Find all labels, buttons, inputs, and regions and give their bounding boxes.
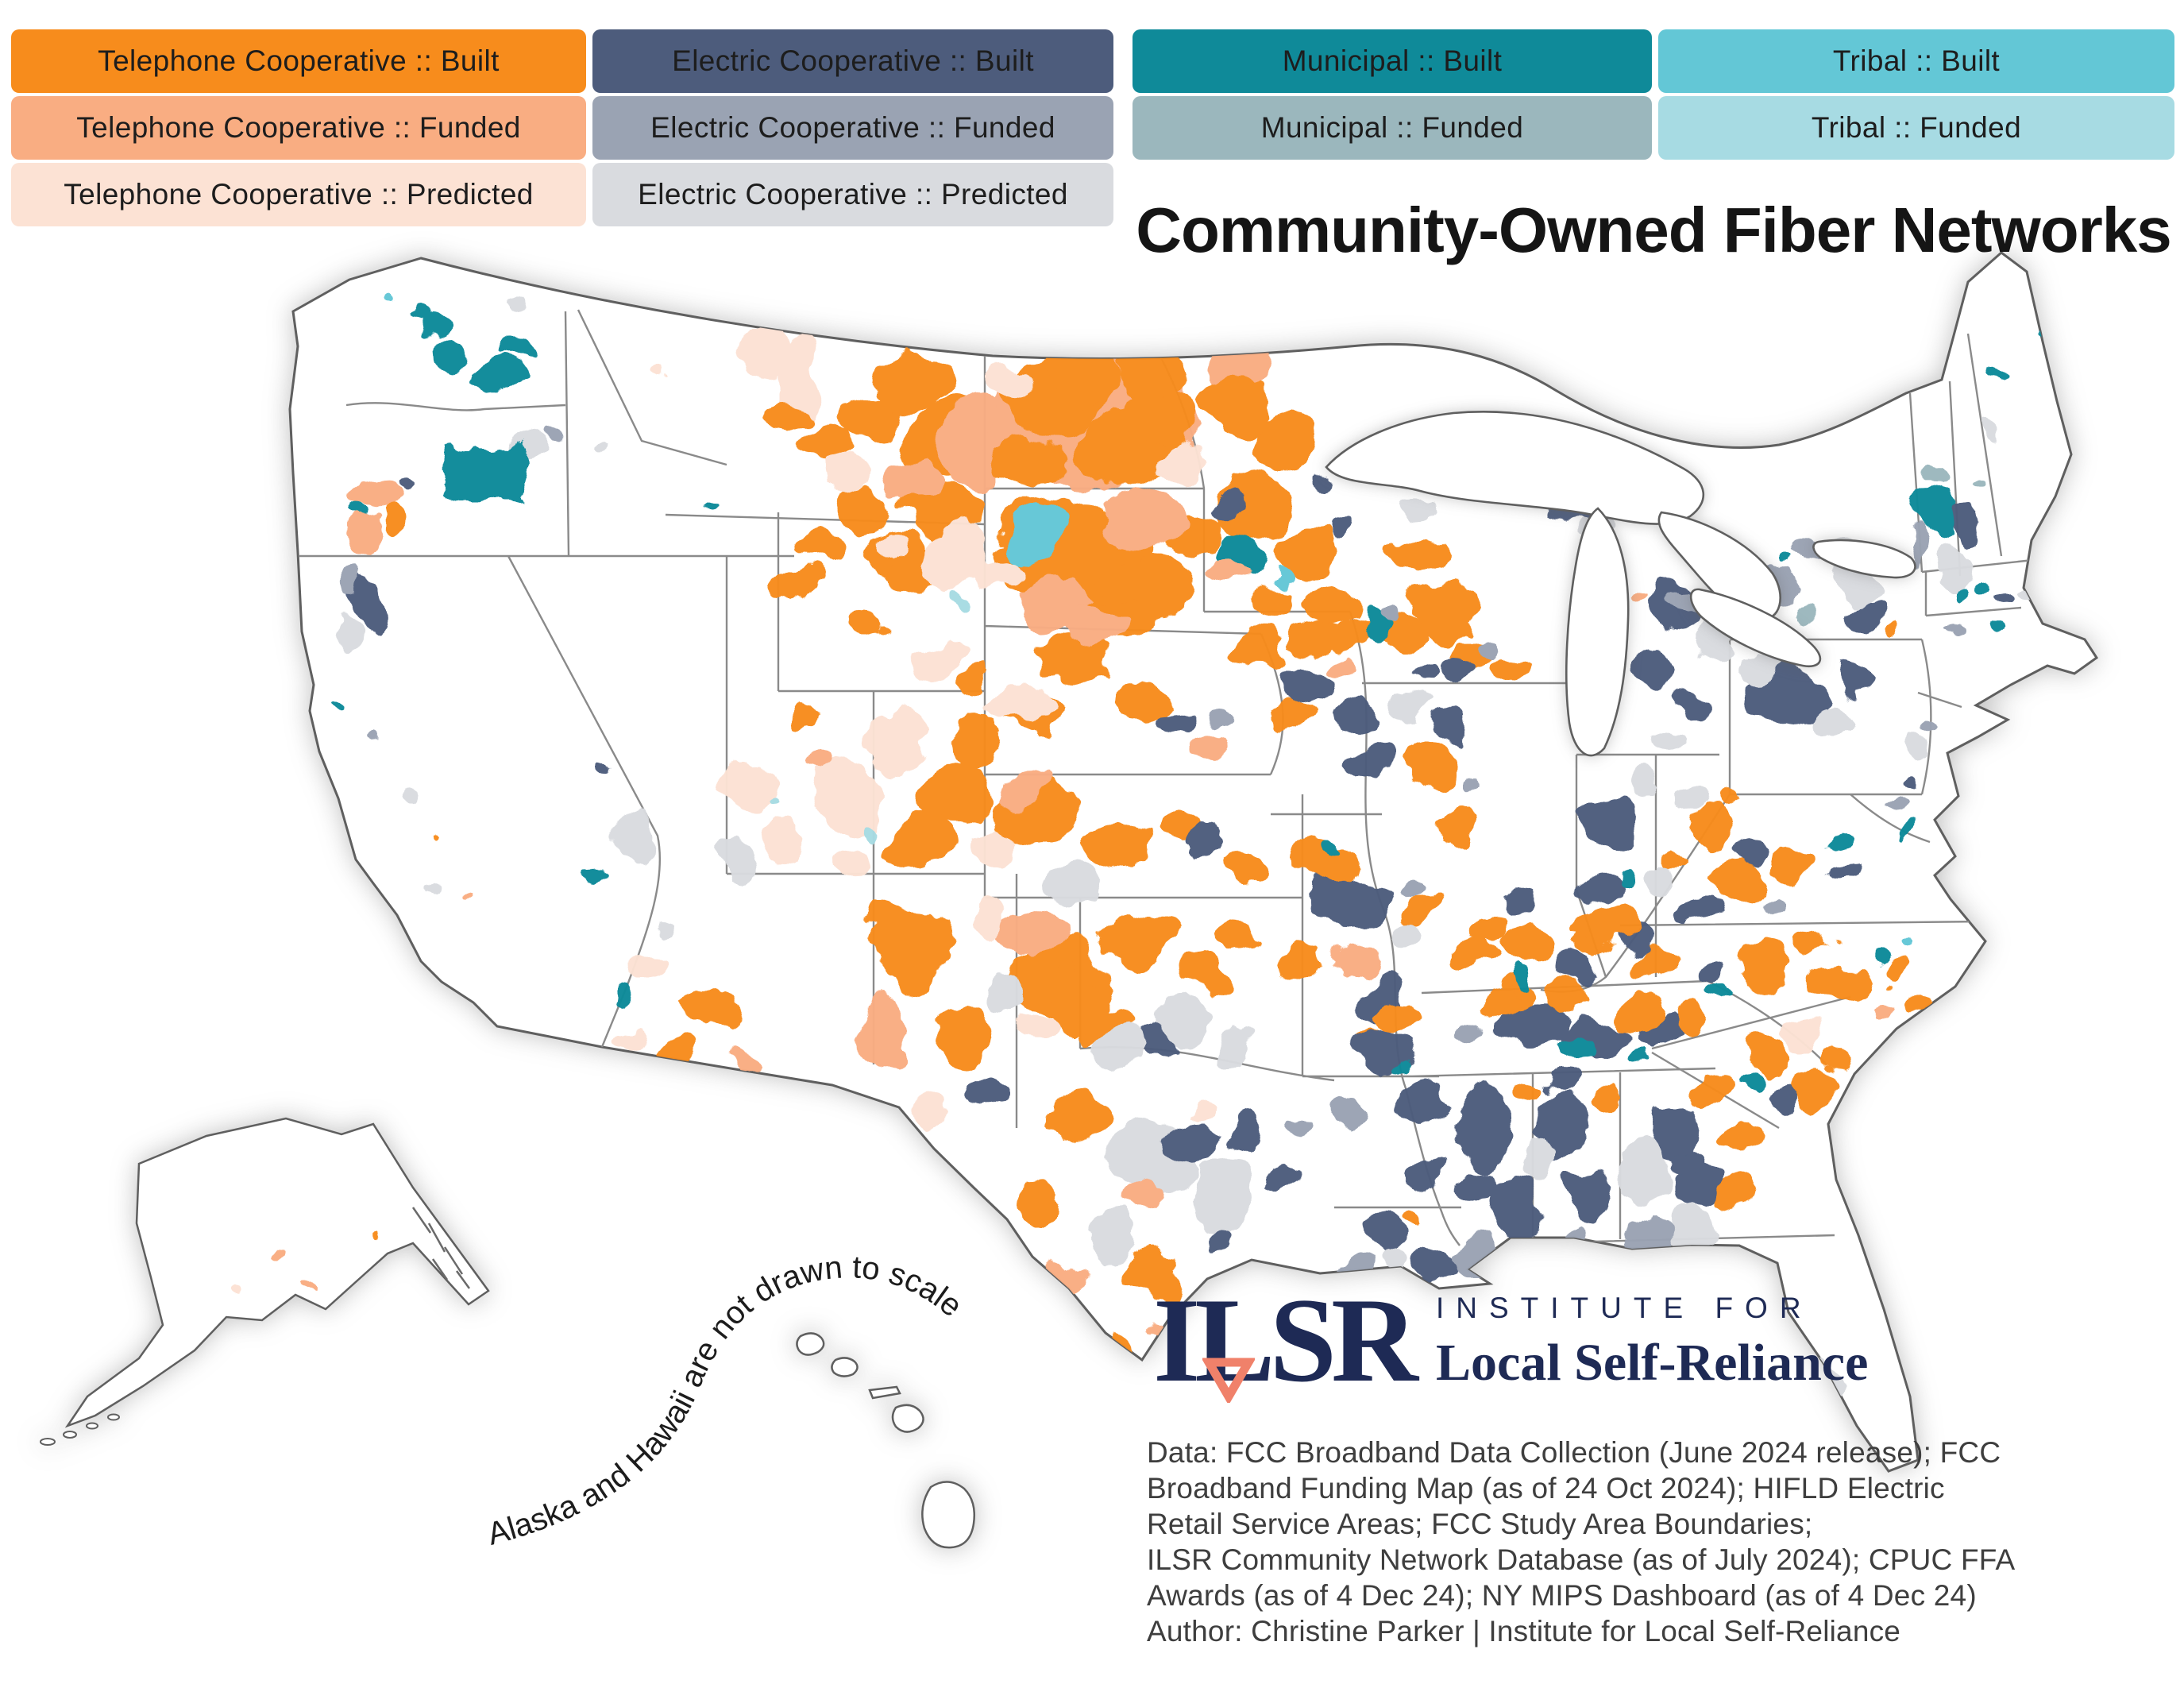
map-patch-eb xyxy=(1277,665,1328,701)
alaska-outline xyxy=(68,1118,488,1426)
map-patch-ep xyxy=(392,774,411,799)
map-patch-tb xyxy=(847,606,892,641)
map-patch-tp xyxy=(233,1283,244,1291)
map-patch-mb xyxy=(430,334,475,365)
map-patch-ep xyxy=(1910,728,1934,758)
map-patch-tb xyxy=(889,818,953,866)
attribution-line: Awards (as of 4 Dec 24); NY MIPS Dashboard (as of 4 Dec 24) xyxy=(1147,1579,1977,1612)
map-patch-eb xyxy=(1571,1175,1614,1224)
page-title: Community-Owned Fiber Networks xyxy=(1136,195,2171,265)
map-patch-ep xyxy=(422,877,436,886)
map-patch-ep xyxy=(1393,693,1431,721)
map-patch-ef xyxy=(1456,1238,1491,1273)
map-patch-tb xyxy=(1773,843,1816,873)
map-patch-eb xyxy=(746,1089,763,1103)
map-patch-mb xyxy=(508,350,532,365)
map-patch-tp xyxy=(1163,449,1203,481)
map-patch-ep xyxy=(1626,773,1658,797)
map-patch-eb xyxy=(1167,1124,1215,1164)
map-patch-tf xyxy=(1044,1263,1084,1295)
map-patch-tf xyxy=(812,744,840,765)
map-patch-tb xyxy=(1045,1096,1107,1144)
map-patch-tb xyxy=(1593,1092,1623,1116)
map-patch-eb xyxy=(1346,1018,1410,1071)
map-patch-mb xyxy=(1994,622,2008,633)
map-patch-eb xyxy=(1837,864,1864,883)
map-patch-tb xyxy=(774,574,814,602)
map-patch-tf xyxy=(1633,582,1647,593)
map-patch-ep xyxy=(1051,868,1101,903)
map-patch-tb xyxy=(381,504,413,528)
map-patch-tb xyxy=(1674,1012,1709,1037)
map-patch-mb xyxy=(582,871,601,885)
map-patch-tp xyxy=(909,1095,957,1129)
map-patch-tb xyxy=(1723,785,1747,804)
map-patch-tb xyxy=(1686,1070,1729,1107)
legend-item-tribal-built: Tribal :: Built xyxy=(1658,29,2174,93)
map-patch-ep xyxy=(1379,1252,1409,1274)
map-patch-tb xyxy=(1826,1043,1859,1070)
map-patch-tp xyxy=(1784,1021,1814,1045)
map-patch-tb xyxy=(1247,586,1295,621)
map-patch-tb xyxy=(1186,961,1229,993)
map-patch-tb xyxy=(1433,809,1481,851)
legend-item-electric-built: Electric Cooperative :: Built xyxy=(592,29,1113,93)
map-patch-tb xyxy=(1397,743,1454,790)
map-patch-tb xyxy=(794,531,842,566)
map-patch-mb xyxy=(413,303,429,316)
map-patch-eb xyxy=(1736,842,1766,866)
map-patch-tp xyxy=(653,369,666,378)
legend-item-electric-funded: Electric Cooperative :: Funded xyxy=(592,96,1113,160)
map-patch-ep xyxy=(1737,656,1773,686)
legend-item-municipal-funded: Municipal :: Funded xyxy=(1133,96,1652,160)
map-patch-tb xyxy=(1217,921,1260,953)
map-patch-mb xyxy=(1611,862,1629,883)
map-patch-ef xyxy=(1212,708,1242,730)
map-patch-tf xyxy=(1126,1185,1161,1214)
map-patch-mb xyxy=(470,361,518,396)
map-patch-tb xyxy=(760,401,805,433)
map-patch-ep xyxy=(1674,782,1709,807)
map-patch-tf xyxy=(300,1279,311,1287)
map-patch-tb xyxy=(1278,944,1327,986)
map-patch-eb xyxy=(1461,1166,1502,1201)
map-patch-tb xyxy=(1472,917,1507,942)
map-patch-rf xyxy=(700,1111,729,1129)
map-patch-ep xyxy=(1403,497,1434,520)
ilsr-logo-abbr: ILSR xyxy=(1153,1273,1413,1407)
map-patch-mb xyxy=(1954,585,1970,604)
map-patch-tb xyxy=(1472,986,1515,1016)
map-patch-tb xyxy=(1711,863,1768,900)
legend-item-telephone-predicted: Telephone Cooperative :: Predicted xyxy=(11,163,586,226)
map-patch-tp xyxy=(975,896,1010,939)
map-patch-ep xyxy=(1650,728,1678,750)
legend-item-municipal-built: Municipal :: Built xyxy=(1133,29,1652,93)
map-patch-eb xyxy=(1436,653,1474,682)
ilsr-logo-line2: Local Self-Reliance xyxy=(1436,1334,1869,1392)
map-patch-tp xyxy=(613,1030,642,1051)
map-patch-ep xyxy=(1645,862,1675,886)
map-patch-eb xyxy=(1769,1085,1805,1115)
map-patch-tp xyxy=(837,850,878,882)
map-patch-ep xyxy=(619,812,651,856)
map-patch-ep xyxy=(1385,925,1426,957)
map-patch-tb xyxy=(369,1236,377,1242)
map-patch-tb xyxy=(1414,588,1477,635)
map-patch-ep xyxy=(989,973,1028,1013)
map-patch-tb xyxy=(1495,655,1530,680)
map-patch-ef xyxy=(542,425,570,441)
attribution-line: Retail Service Areas; FCC Study Area Boundaries; xyxy=(1147,1508,1813,1540)
map-note-curved-text: Alaska and Hawaii are not drawn to scale xyxy=(484,1250,969,1552)
map-patch-tb xyxy=(785,705,820,733)
map-patch-ef xyxy=(1954,630,1970,641)
ilsr-logo xyxy=(1153,1273,1869,1408)
map-patch-eb xyxy=(1322,523,1347,542)
map-patch-eb xyxy=(1356,1213,1408,1257)
legend-item-telephone-built: Telephone Cooperative :: Built xyxy=(11,29,586,93)
map-patch-tb xyxy=(1458,939,1496,968)
hawaii-islands xyxy=(797,1333,974,1547)
map-patch-tb xyxy=(1100,1335,1140,1382)
map-patch-tb xyxy=(933,1006,997,1060)
map-patch-ep xyxy=(504,307,526,321)
map-patch-eb xyxy=(1848,597,1885,627)
map-patch-tf xyxy=(999,772,1042,801)
map-patch-tp xyxy=(870,711,925,767)
map-patch-ep xyxy=(1217,1031,1260,1066)
map-patch-tf xyxy=(1188,733,1226,760)
map-patch-tb xyxy=(1578,907,1630,944)
map-patch-ep xyxy=(1096,1029,1144,1068)
map-patch-mb xyxy=(617,989,638,1005)
map-patch-tb xyxy=(1297,620,1340,651)
attribution-line: Author: Christine Parker | Institute for Local Self-Reliance xyxy=(1147,1615,1901,1647)
map-patch-tb xyxy=(1611,991,1661,1026)
map-patch-tf xyxy=(728,1048,749,1065)
map-patch-ep xyxy=(1981,418,1998,432)
map-patch-tb xyxy=(1268,698,1314,732)
map-patch-mb xyxy=(446,444,519,501)
map-patch-eb xyxy=(1187,825,1227,851)
map-patch-mb xyxy=(334,693,349,705)
map-patch-tb xyxy=(1091,1378,1125,1418)
map-patch-ep xyxy=(2020,581,2039,594)
map-patch-ep xyxy=(650,915,668,928)
map-patch-tb xyxy=(656,1039,702,1074)
map-patch-eb xyxy=(1900,773,1920,792)
map-patch-eb xyxy=(597,762,610,771)
map-patch-tb xyxy=(1040,346,1120,401)
map-patch-mb xyxy=(1823,833,1846,851)
map-patch-ef xyxy=(1929,712,1947,726)
map-patch-eb xyxy=(1433,713,1466,740)
map-patch-ef xyxy=(1479,635,1507,655)
map-patch-tb xyxy=(1501,923,1565,968)
map-patch-ef xyxy=(1448,1020,1483,1045)
map-patch-tb xyxy=(430,832,441,840)
map-patch-tp xyxy=(818,457,866,496)
map-patch-eb xyxy=(1455,1090,1515,1166)
map-patch-tb xyxy=(964,670,990,689)
legend-item-telephone-funded: Telephone Cooperative :: Funded xyxy=(11,96,586,160)
map-patch-ep xyxy=(1806,701,1855,736)
map-patch-tb xyxy=(1401,1203,1426,1220)
map-patch-tb xyxy=(1801,929,1836,954)
map-patch-eb xyxy=(1674,685,1709,713)
map-patch-eb xyxy=(1540,1068,1573,1093)
map-patch-rb xyxy=(654,1094,689,1114)
map-patch-tb xyxy=(1101,910,1171,965)
map-patch-tb xyxy=(1233,631,1293,672)
map-patch-tp xyxy=(1185,1102,1214,1122)
map-patch-tb xyxy=(1816,967,1869,1003)
map-patch-rf xyxy=(953,597,969,610)
ilsr-logo-text xyxy=(1436,1280,1868,1393)
map-patch-mb xyxy=(1633,1053,1655,1068)
map-patch-tf xyxy=(886,457,941,496)
map-patch-tp xyxy=(985,357,1032,397)
map-patch-eb xyxy=(1412,1153,1447,1182)
map-patch-tp xyxy=(908,639,959,680)
map-patch-ef xyxy=(1764,895,1794,916)
map-patch-mb xyxy=(1975,580,1996,596)
map-patch-eb xyxy=(1497,890,1529,914)
map-patch-tb xyxy=(1510,1076,1540,1100)
map-patch-ef xyxy=(1638,1220,1674,1250)
map-patch-mb xyxy=(1387,1063,1401,1074)
map-patch-tb xyxy=(1306,584,1362,624)
map-patch-tf xyxy=(1878,996,1902,1014)
map-patch-ep xyxy=(596,439,612,450)
ilsr-logo-triangle-icon xyxy=(1202,1357,1255,1403)
map-patch-mb xyxy=(1865,945,1884,961)
map-patch-ef xyxy=(366,735,377,743)
map-patch-eb xyxy=(1211,492,1243,516)
map-patch-eb xyxy=(1681,894,1718,917)
map-patch-ef xyxy=(1328,1097,1372,1127)
map-patch-tb xyxy=(1630,946,1666,976)
map-patch-tb xyxy=(1077,821,1147,871)
map-patch-tf xyxy=(855,999,909,1067)
map-patch-tb xyxy=(1889,620,1907,635)
map-patch-tf xyxy=(344,512,379,556)
map-patch-eb xyxy=(1562,954,1599,984)
map-patch-eb xyxy=(1671,1146,1704,1173)
map-patch-eb xyxy=(1407,664,1433,683)
map-patch-ep xyxy=(1085,1212,1139,1266)
map-patch-ef xyxy=(1379,604,1398,620)
map-patch-tb xyxy=(868,900,911,935)
map-patch-mb xyxy=(1785,559,1797,569)
map-patch-tb xyxy=(997,437,1068,485)
map-patch-tp xyxy=(927,524,987,596)
map-patch-ef xyxy=(339,574,368,609)
map-patch-eb xyxy=(1272,1165,1301,1187)
map-patch-mb xyxy=(1993,367,2009,380)
map-patch-mb xyxy=(1329,841,1343,856)
map-patch-mb xyxy=(1509,971,1528,987)
map-patch-tp xyxy=(876,535,911,561)
map-patch-ep xyxy=(1522,1146,1559,1189)
map-patch-tp xyxy=(723,748,778,817)
map-patch-tp xyxy=(623,953,663,985)
map-patch-eb xyxy=(1692,961,1723,985)
map-patch-tf xyxy=(1207,338,1271,377)
map-patch-rb xyxy=(1268,570,1286,584)
map-patch-ep xyxy=(1670,1203,1713,1252)
map-patch-eb xyxy=(1415,1246,1460,1280)
map-patch-tf xyxy=(463,898,474,905)
map-patch-tb xyxy=(1712,1180,1750,1211)
map-patch-mf xyxy=(1920,468,1943,485)
map-patch-rf xyxy=(856,819,875,833)
map-patch-eb xyxy=(1347,745,1385,772)
map-patch-eb xyxy=(969,1072,1009,1105)
map-patch-ep xyxy=(1939,547,1971,589)
map-patch-rb xyxy=(1897,931,1916,944)
map-patch-ef xyxy=(1394,874,1426,898)
map-patch-tb xyxy=(1909,999,1935,1019)
map-patch-eb xyxy=(1223,1120,1263,1152)
map-patch-mb xyxy=(712,508,725,517)
legend-item-electric-predicted: Electric Cooperative :: Predicted xyxy=(592,163,1113,226)
map-patch-tb xyxy=(1217,852,1260,880)
map-patch-mb xyxy=(1916,489,1959,543)
map-patch-ep xyxy=(716,836,754,887)
attribution-line: Broadband Funding Map (as of 24 Oct 2024); HIFLD Electric xyxy=(1147,1472,1945,1505)
map-patch-mb xyxy=(1561,1037,1592,1060)
attribution xyxy=(1147,1435,2036,1649)
map-patch-ep xyxy=(1617,1144,1671,1207)
map-patch-mb xyxy=(351,504,364,513)
map-patch-tf xyxy=(1336,952,1372,979)
map-patch-tb xyxy=(688,989,742,1029)
map-patch-tf xyxy=(1325,655,1359,679)
map-patch-mb xyxy=(1711,983,1736,1002)
map-patch-eb xyxy=(1395,1082,1448,1126)
map-patch-tp xyxy=(997,686,1052,728)
map-patch-rb xyxy=(999,508,1066,564)
map-patch-tf xyxy=(1070,609,1122,646)
map-patch-eb xyxy=(1626,646,1680,686)
map-patch-tb xyxy=(874,353,953,409)
map-patch-mb xyxy=(1899,827,1910,838)
map-patch-ef xyxy=(1290,1118,1315,1138)
map-patch-tp xyxy=(764,825,808,863)
map-patch-ep xyxy=(1189,1158,1257,1241)
map-patch-mf xyxy=(1970,471,1985,482)
map-patch-rf xyxy=(767,797,781,808)
map-patch-tf xyxy=(279,1257,293,1269)
map-patch-tb xyxy=(1881,956,1915,983)
map-patch-eb xyxy=(392,470,411,483)
map-patch-tb xyxy=(1243,417,1314,473)
map-patch-eb xyxy=(1585,798,1639,846)
map-patch-tf xyxy=(1208,558,1246,585)
ilsr-logo-line1: INSTITUTE FOR xyxy=(1436,1292,1813,1324)
map-patch-tb xyxy=(915,763,991,826)
ilsr-logo-abbr-wrap xyxy=(1153,1273,1415,1408)
map-patch-eb xyxy=(1329,698,1372,732)
map-patch-tb xyxy=(951,707,1002,771)
map-patch-tb xyxy=(1045,974,1099,1028)
map-patch-mb xyxy=(1734,1079,1760,1098)
map-patch-ef xyxy=(1889,802,1908,818)
map-patch-rb xyxy=(396,296,407,304)
map-patch-eb xyxy=(1954,508,1985,549)
map-patch-eb xyxy=(1209,1236,1237,1258)
map-patch-tb xyxy=(1734,1035,1792,1078)
map-patch-tb xyxy=(1731,944,1795,987)
map-patch-tf xyxy=(1092,489,1179,544)
map-patch-eb xyxy=(1155,705,1196,732)
map-patch-tp xyxy=(970,826,1024,866)
legend-item-tribal-funded: Tribal :: Funded xyxy=(1658,96,2174,160)
map-patch-eb xyxy=(1834,666,1867,692)
map-patch-tb xyxy=(1696,800,1735,852)
map-patch-tb xyxy=(1013,1168,1067,1230)
map-patch-ef xyxy=(1462,772,1489,793)
map-patch-tb xyxy=(1549,983,1588,1010)
map-patch-eb xyxy=(2001,589,2017,602)
attribution-line: ILSR Community Network Database (as of July 2024); CPUC FFA xyxy=(1147,1543,2016,1576)
attribution-line: Data: FCC Broadband Data Collection (June 2024 release); FCC xyxy=(1147,1436,2001,1469)
map-patch-tb xyxy=(1725,1125,1761,1155)
map-patch-ep xyxy=(330,621,353,650)
map-patch-tb xyxy=(1383,994,1421,1024)
map-patch-tb xyxy=(1394,536,1449,576)
map-patch-eb xyxy=(1821,1416,1832,1427)
